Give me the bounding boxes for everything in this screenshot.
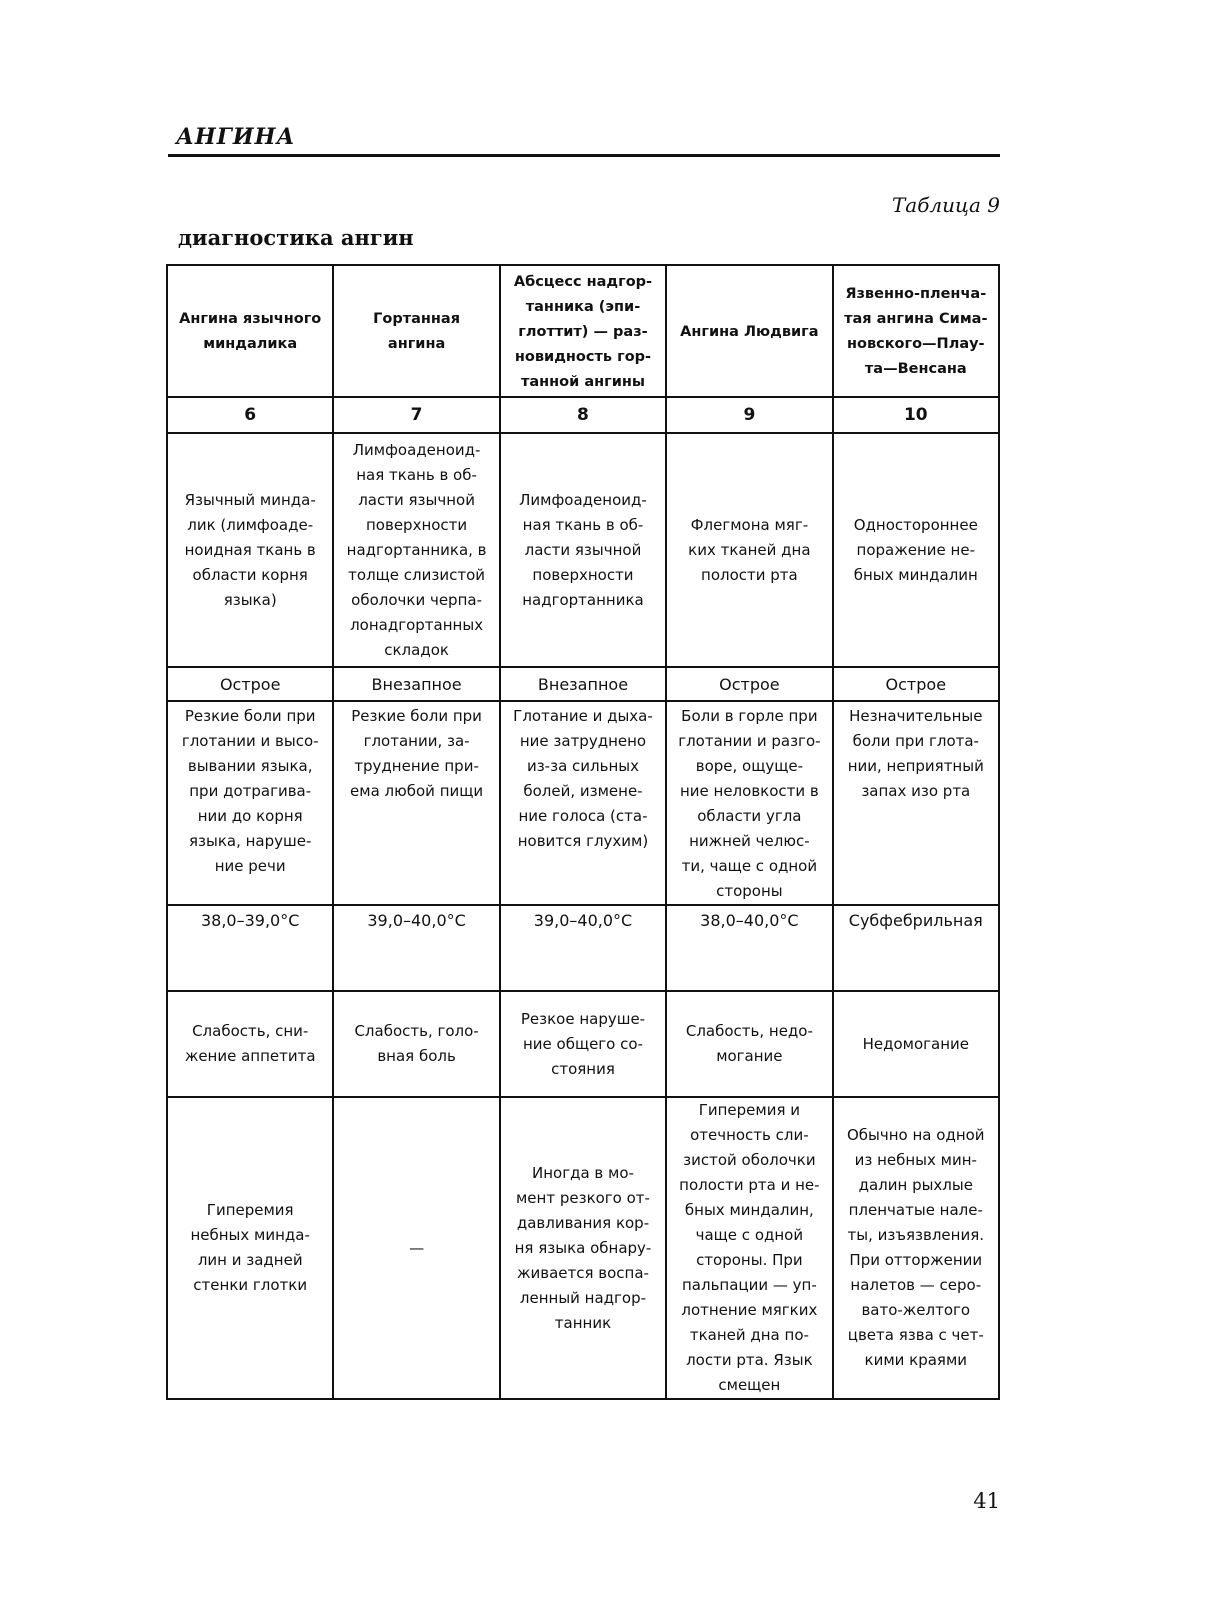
table-header-row bbox=[167, 265, 999, 397]
table-cell: Одностороннее поражение не- бных миндалин bbox=[833, 433, 999, 667]
column-number: 10 bbox=[833, 397, 999, 433]
table-cell: Внезапное bbox=[333, 667, 499, 701]
table-cell: Резкое наруше- ние общего со- стояния bbox=[500, 991, 666, 1097]
table-cell: 39,0–40,0°С bbox=[333, 905, 499, 991]
table-cell: 39,0–40,0°С bbox=[500, 905, 666, 991]
table-cell: Резкие боли при глотании и высо- вывании языка, при дотрагива- нии до корня языка, наруше- ние речи bbox=[167, 701, 333, 905]
table-cell: Незначительные боли при глота- нии, неприятный запах изо рта bbox=[833, 701, 999, 905]
running-header: АНГИНА bbox=[176, 124, 296, 150]
table-cell: Гиперемия небных минда- лин и задней стенки глотки bbox=[167, 1097, 333, 1399]
table-row-general-state bbox=[167, 991, 999, 1097]
table-row-objective-findings bbox=[167, 1097, 999, 1399]
table-cell: Острое bbox=[666, 667, 832, 701]
table-cell: Флегмона мяг- ких тканей дна полости рта bbox=[666, 433, 832, 667]
header-cell-epiglottis-abscess: Абсцесс надгор- танника (эпи- глоттит) — раз- новидность гор- танной ангины bbox=[500, 265, 666, 397]
table-cell: Глотание и дыха- ние затруднено из-за сильных болей, измене- ние голоса (ста- новится глухим) bbox=[500, 701, 666, 905]
table-cell: Лимфоаденоид- ная ткань в об- ласти язычной поверхности надгортанника, в толще слизистой оболочки черпа- лонадгортанных складок bbox=[333, 433, 499, 667]
table-cell: 38,0–39,0°С bbox=[167, 905, 333, 991]
table-number: Таблица 9 bbox=[891, 193, 1000, 217]
table-cell: Слабость, голо- вная боль bbox=[333, 991, 499, 1097]
table-row-localization bbox=[167, 433, 999, 667]
table-row-complaints bbox=[167, 701, 999, 905]
table-title: диагностика ангин bbox=[178, 225, 414, 250]
column-number: 9 bbox=[666, 397, 832, 433]
diagnostics-table bbox=[166, 264, 1000, 1400]
header-cell-laryngeal-angina: Гортанная ангина bbox=[333, 265, 499, 397]
table-cell: Слабость, недо- могание bbox=[666, 991, 832, 1097]
table-cell: Язычный минда- лик (лимфоаде- ноидная ткань в области корня языка) bbox=[167, 433, 333, 667]
table-row-onset bbox=[167, 667, 999, 701]
table-cell: Острое bbox=[833, 667, 999, 701]
table-cell: Гиперемия и отечность сли- зистой оболочки полости рта и не- бных миндалин, чаще с одной стороны. При пальпации — уп- лотнение мягких тканей дна по- лости рта. Язык смещен bbox=[666, 1097, 832, 1399]
table-cell: Лимфоаденоид- ная ткань в об- ласти язычной поверхности надгортанника bbox=[500, 433, 666, 667]
table-cell: Резкие боли при глотании, за- труднение при- ема любой пищи bbox=[333, 701, 499, 905]
table-row-temperature bbox=[167, 905, 999, 991]
table-cell: Острое bbox=[167, 667, 333, 701]
column-number: 7 bbox=[333, 397, 499, 433]
table-cell: — bbox=[333, 1097, 499, 1399]
table-cell: Субфебрильная bbox=[833, 905, 999, 991]
column-number: 6 bbox=[167, 397, 333, 433]
page-number: 41 bbox=[973, 1489, 1000, 1513]
table-cell: Слабость, сни- жение аппетита bbox=[167, 991, 333, 1097]
table-cell: Обычно на одной из небных мин- далин рыхлые пленчатые нале- ты, изъязвления. При отторжении налетов — серо- вато-желтого цвета язва с чет- кими краями bbox=[833, 1097, 999, 1399]
table-cell: Внезапное bbox=[500, 667, 666, 701]
column-number-row bbox=[167, 397, 999, 433]
header-cell-ulcerative-angina: Язвенно-пленча- тая ангина Сима- новского—Плау- та—Венсана bbox=[833, 265, 999, 397]
table-cell: Иногда в мо- мент резкого от- давливания кор- ня языка обнару- живается воспа- ленный надгор- танник bbox=[500, 1097, 666, 1399]
table-cell: 38,0–40,0°С bbox=[666, 905, 832, 991]
column-number: 8 bbox=[500, 397, 666, 433]
header-cell-ludwig-angina: Ангина Людвига bbox=[666, 265, 832, 397]
table-cell: Боли в горле при глотании и разго- воре, ощуще- ние неловкости в области угла нижней челюс- ти, чаще с одной стороны bbox=[666, 701, 832, 905]
table-cell: Недомогание bbox=[833, 991, 999, 1097]
header-rule bbox=[168, 154, 1000, 157]
header-cell-lingual-tonsil-angina: Ангина язычного миндалика bbox=[167, 265, 333, 397]
